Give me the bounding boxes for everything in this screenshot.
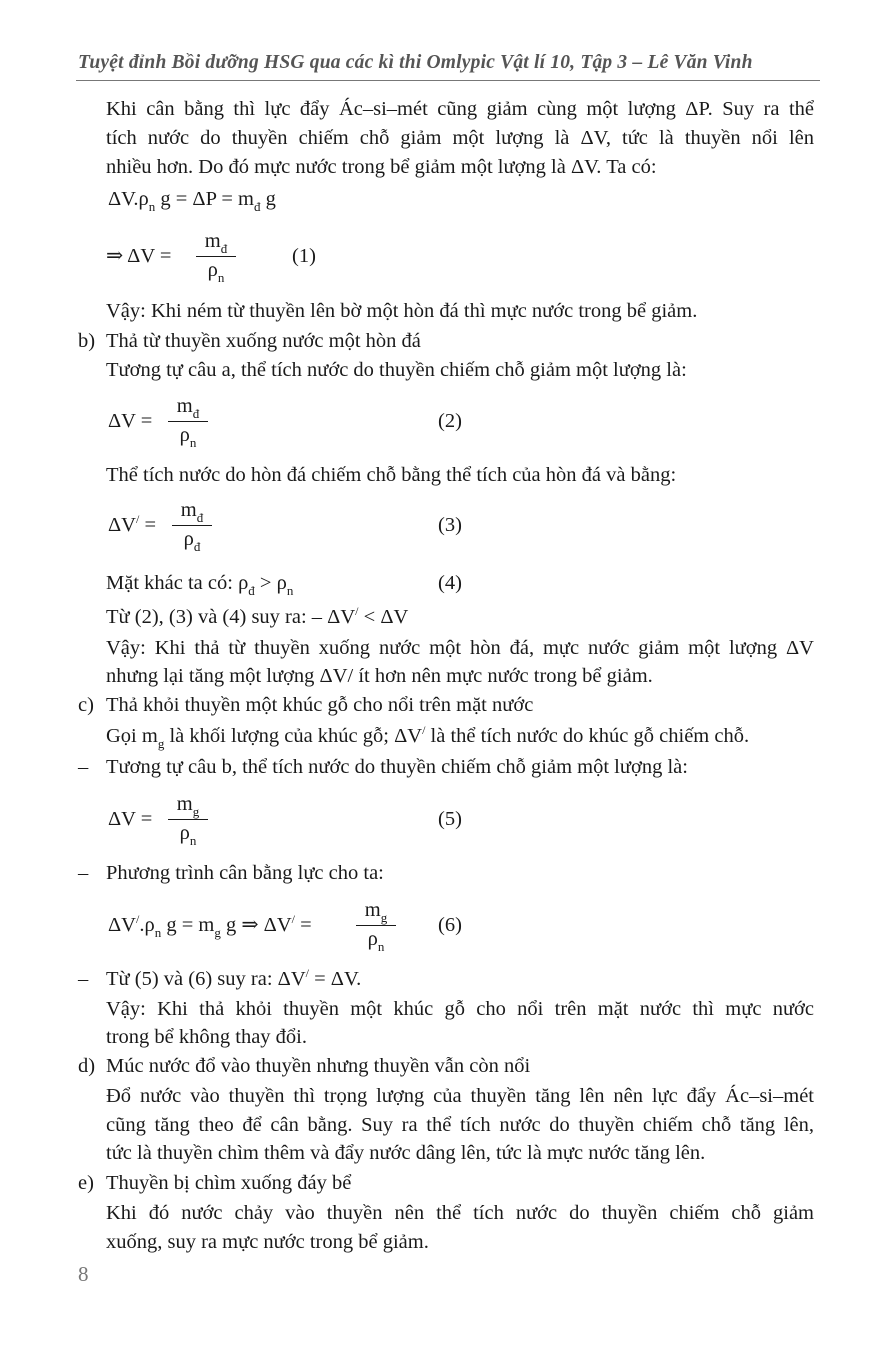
item-title-c: Thả khỏi thuyền một khúc gỗ cho nổi trên mặt nước <box>106 694 534 716</box>
fraction: $m_đ$ $\rho_n$ <box>168 394 208 449</box>
paragraph-line: tức là thuyền chìm thêm và đẩy nước dâng lên, tức là mực nước tăng lên. <box>106 1142 706 1164</box>
fraction: $m_g$ $\rho_n$ <box>356 898 396 953</box>
item-title-d: Múc nước đổ vào thuyền nhưng thuyền vẫn còn nổi <box>106 1055 531 1077</box>
equation-tag: (4) <box>438 572 462 594</box>
item-marker-d: d) <box>78 1055 96 1077</box>
page-number: 8 <box>78 1262 89 1286</box>
paragraph-line: Đổ nước vào thuyền thì trọng lượng của thuyền tăng lên nên lực đẩy Ác–si–mét <box>106 1085 814 1107</box>
paragraph-line: nhưng lại tăng một lượng ΔV/ ít hơn nên mực nước trong bể giảm. <box>106 665 653 687</box>
dash-bullet: – <box>78 968 89 990</box>
paragraph-line: Thể tích nước do hòn đá chiếm chỗ bằng thể tích của hòn đá và bằng: <box>106 464 677 486</box>
item-marker-b: b) <box>78 330 96 352</box>
running-header: Tuyệt đỉnh Bồi dưỡng HSG qua các kì thi Omlypic Vật lí 10, Tập 3 – Lê Văn Vinh <box>78 52 753 73</box>
item-title-b: Thả từ thuyền xuống nước một hòn đá <box>106 330 421 352</box>
equation-1-lhs: ⇒ ΔV = <box>106 245 172 267</box>
equation-2-lhs: ΔV = <box>108 410 153 432</box>
paragraph-line: nhiều hơn. Do đó mực nước trong bể giảm một lượng là ΔV. Ta có: <box>106 156 657 178</box>
equation-3-lhs: ΔV/ = <box>108 512 157 536</box>
equation-tag: (3) <box>438 514 462 536</box>
item-marker-e: e) <box>78 1172 94 1194</box>
fraction: $m_đ$ $\rho_đ$ <box>172 498 212 553</box>
item-title-e: Thuyền bị chìm xuống đáy bể <box>106 1172 352 1194</box>
paragraph-line: Tương tự câu b, thể tích nước do thuyền chiếm chỗ giảm một lượng là: <box>106 756 688 778</box>
paragraph-line: Khi cân bằng thì lực đẩy Ác–si–mét cũng giảm cùng một lượng ΔP. Suy ra thể <box>106 98 814 120</box>
paragraph-line: tích nước do thuyền chiếm chỗ giảm một lượng là ΔV, tức là thuyền nổi lên <box>106 127 814 149</box>
equation-5-lhs: ΔV = <box>108 808 153 830</box>
paragraph-line: Vậy: Khi thả khỏi thuyền một khúc gỗ cho nổi trên mặt nước thì mực nước <box>106 998 814 1020</box>
item-marker-c: c) <box>78 694 94 716</box>
paragraph-line: xuống, suy ra mực nước trong bể giảm. <box>106 1231 429 1253</box>
paragraph-line: Mặt khác ta có: $\rho_đ > \rho_n$ <box>106 572 294 598</box>
equation-tag: (5) <box>438 808 462 830</box>
paragraph-line: Phương trình cân bằng lực cho ta: <box>106 862 384 884</box>
equation-line: $\Delta V.\rho_n$ $g = \Delta P = m_đ$ g <box>108 188 276 214</box>
paragraph-line: Gọi $m_g$ là khối lượng của khúc gỗ; ΔV/ là thể tích nước do khúc gỗ chiếm chỗ. <box>106 723 750 751</box>
fraction: $m_đ$ $\rho_n$ <box>196 229 236 284</box>
paragraph-line: Tương tự câu a, thể tích nước do thuyền chiếm chỗ giảm một lượng là: <box>106 359 687 381</box>
paragraph-line: Từ (5) và (6) suy ra: ΔV/ = ΔV. <box>106 966 362 990</box>
paragraph-line: cũng tăng theo để cân bằng. Suy ra thể tích nước do thuyền chiếm chỗ tăng lên, <box>106 1114 814 1136</box>
conclusion-a: Vậy: Khi ném từ thuyền lên bờ một hòn đá thì mực nước trong bể giảm. <box>106 300 698 322</box>
equation-tag: (2) <box>438 410 462 432</box>
equation-tag: (1) <box>292 245 316 267</box>
dash-bullet: – <box>78 862 89 884</box>
paragraph-line: trong bể không thay đổi. <box>106 1026 307 1048</box>
header-rule <box>76 80 820 81</box>
paragraph-line: Vậy: Khi thả từ thuyền xuống nước một hòn đá, mực nước giảm một lượng ΔV <box>106 637 814 659</box>
equation-tag: (6) <box>438 914 462 936</box>
fraction: $m_g$ $\rho_n$ <box>168 792 208 847</box>
dash-bullet: – <box>78 756 89 778</box>
equation-6-lhs: $\Delta V^/.\rho_n$ $g = m_g$ g ⇒ ΔV/ = <box>108 912 312 940</box>
paragraph-line: Từ (2), (3) và (4) suy ra: – ΔV/ < ΔV <box>106 604 409 628</box>
paragraph-line: Khi đó nước chảy vào thuyền nên thể tích nước do thuyền chiếm chỗ giảm <box>106 1202 814 1224</box>
